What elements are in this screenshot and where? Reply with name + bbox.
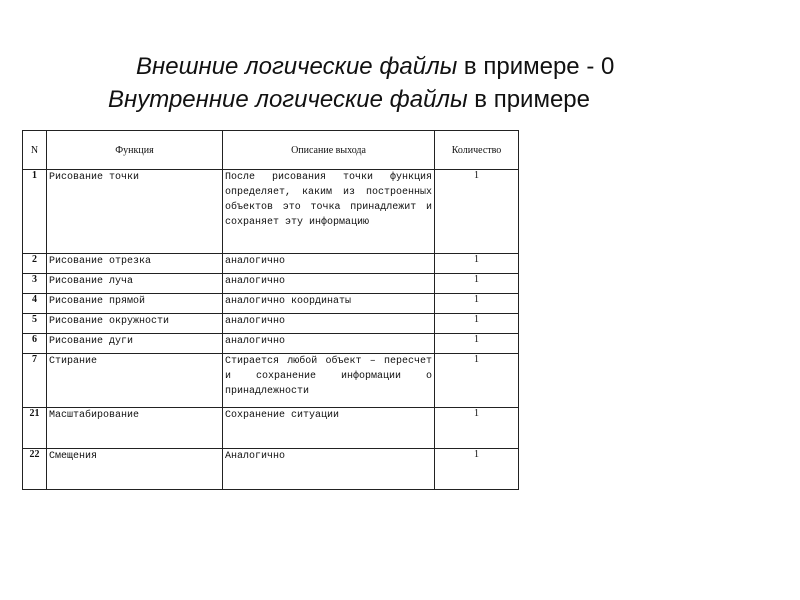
title-line-2-italic: Внутренние логические файлы [108,86,468,113]
row-quantity: 1 [435,254,519,274]
table-row [23,170,519,254]
title-line-1 [136,55,614,79]
row-function: Рисование точки [47,170,223,254]
row-function: Рисование прямой [47,294,223,314]
row-description: аналогично [223,334,435,354]
table-row [23,408,519,449]
row-description: аналогично [223,274,435,294]
row-function: Масштабирование [47,408,223,449]
row-function: Рисование дуги [47,334,223,354]
table-row [23,314,519,334]
header-n: N [23,131,47,170]
row-number: 4 [23,294,47,314]
table-row [23,334,519,354]
table-row [23,274,519,294]
row-function: Стирание [47,354,223,408]
row-function: Рисование луча [47,274,223,294]
title-line-1-rest: в примере - 0 [457,53,615,80]
row-quantity: 1 [435,354,519,408]
row-quantity: 1 [435,314,519,334]
table-row [23,354,519,408]
row-function: Рисование окружности [47,314,223,334]
row-description: Стирается любой объект – пересчет и сохранение информации о принадлежности [223,354,435,408]
row-number: 22 [23,449,47,490]
table-row [23,294,519,314]
row-quantity: 1 [435,294,519,314]
row-number: 6 [23,334,47,354]
row-description: аналогично [223,314,435,334]
row-function: Смещения [47,449,223,490]
table-row [23,254,519,274]
row-number: 1 [23,170,47,254]
title-line-1-italic: Внешние логические файлы [136,53,458,80]
row-quantity: 1 [435,408,519,449]
title-line-2 [108,88,590,112]
row-quantity: 1 [435,334,519,354]
table-header-row [23,131,519,170]
row-number: 3 [23,274,47,294]
header-quantity: Количество [435,131,519,170]
row-quantity: 1 [435,274,519,294]
row-number: 21 [23,408,47,449]
functions-table [22,130,519,490]
row-description: Сохранение ситуации [223,408,435,449]
row-description: После рисования точки функция определяет, каким из построенных объектов это точка принадлежит и сохраняет эту информацию [223,170,435,254]
header-function: Функция [47,131,223,170]
row-number: 7 [23,354,47,408]
row-number: 5 [23,314,47,334]
row-number: 2 [23,254,47,274]
row-description: аналогично координаты [223,294,435,314]
row-quantity: 1 [435,170,519,254]
header-description: Описание выхода [223,131,435,170]
row-function: Рисование отрезка [47,254,223,274]
row-description: Аналогично [223,449,435,490]
title-line-2-rest: в примере [467,86,591,113]
table-row [23,449,519,490]
row-description: аналогично [223,254,435,274]
row-quantity: 1 [435,449,519,490]
